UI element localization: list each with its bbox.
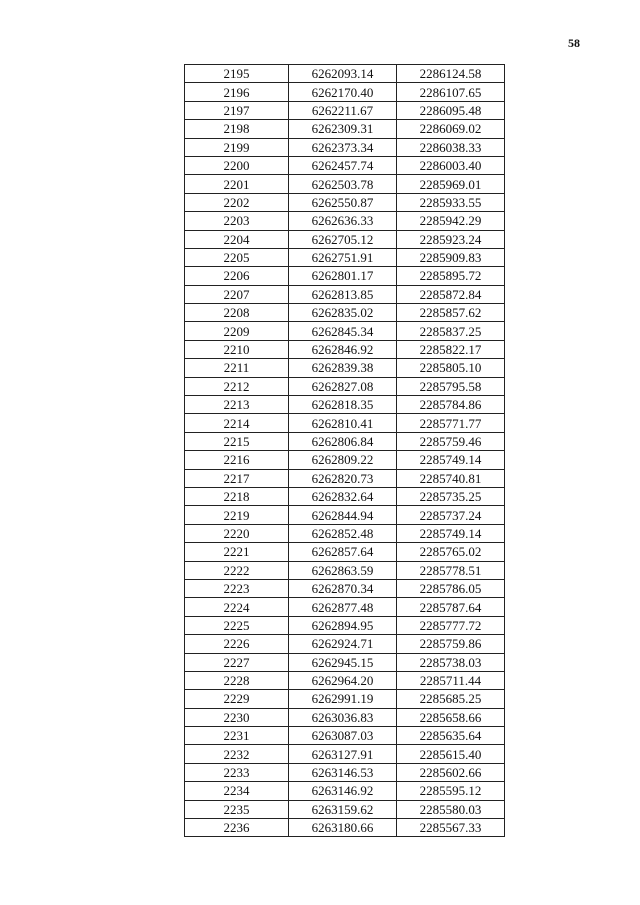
point-number-cell: 2230 xyxy=(185,708,289,726)
table-row xyxy=(185,396,505,414)
x-coordinate-cell: 6263180.66 xyxy=(289,819,397,837)
point-number-cell: 2204 xyxy=(185,230,289,248)
table-row xyxy=(185,819,505,837)
y-coordinate-cell: 2285771.77 xyxy=(397,414,505,432)
coordinates-table-body xyxy=(185,65,505,837)
y-coordinate-cell: 2286003.40 xyxy=(397,156,505,174)
y-coordinate-cell: 2285895.72 xyxy=(397,267,505,285)
table-row xyxy=(185,451,505,469)
x-coordinate-cell: 6262839.38 xyxy=(289,359,397,377)
y-coordinate-cell: 2285685.25 xyxy=(397,690,505,708)
table-row xyxy=(185,690,505,708)
x-coordinate-cell: 6262818.35 xyxy=(289,396,397,414)
x-coordinate-cell: 6262964.20 xyxy=(289,671,397,689)
x-coordinate-cell: 6262945.15 xyxy=(289,653,397,671)
point-number-cell: 2211 xyxy=(185,359,289,377)
point-number-cell: 2208 xyxy=(185,304,289,322)
y-coordinate-cell: 2285735.25 xyxy=(397,487,505,505)
table-row xyxy=(185,579,505,597)
point-number-cell: 2201 xyxy=(185,175,289,193)
x-coordinate-cell: 6263036.83 xyxy=(289,708,397,726)
x-coordinate-cell: 6263146.92 xyxy=(289,782,397,800)
x-coordinate-cell: 6262457.74 xyxy=(289,156,397,174)
point-number-cell: 2224 xyxy=(185,598,289,616)
x-coordinate-cell: 6263146.53 xyxy=(289,763,397,781)
table-row xyxy=(185,598,505,616)
x-coordinate-cell: 6262503.78 xyxy=(289,175,397,193)
x-coordinate-cell: 6262813.85 xyxy=(289,285,397,303)
point-number-cell: 2195 xyxy=(185,65,289,83)
point-number-cell: 2205 xyxy=(185,248,289,266)
table-row xyxy=(185,543,505,561)
point-number-cell: 2196 xyxy=(185,83,289,101)
table-row xyxy=(185,212,505,230)
table-row xyxy=(185,138,505,156)
y-coordinate-cell: 2286038.33 xyxy=(397,138,505,156)
x-coordinate-cell: 6262820.73 xyxy=(289,469,397,487)
x-coordinate-cell: 6263159.62 xyxy=(289,800,397,818)
y-coordinate-cell: 2285711.44 xyxy=(397,671,505,689)
x-coordinate-cell: 6262809.22 xyxy=(289,451,397,469)
table-row xyxy=(185,175,505,193)
x-coordinate-cell: 6262857.64 xyxy=(289,543,397,561)
x-coordinate-cell: 6262844.94 xyxy=(289,506,397,524)
point-number-cell: 2227 xyxy=(185,653,289,671)
x-coordinate-cell: 6262170.40 xyxy=(289,83,397,101)
y-coordinate-cell: 2285778.51 xyxy=(397,561,505,579)
table-row xyxy=(185,230,505,248)
point-number-cell: 2217 xyxy=(185,469,289,487)
x-coordinate-cell: 6262550.87 xyxy=(289,193,397,211)
table-row xyxy=(185,745,505,763)
x-coordinate-cell: 6262924.71 xyxy=(289,635,397,653)
table-row xyxy=(185,248,505,266)
page-number: 58 xyxy=(568,36,580,50)
y-coordinate-cell: 2286069.02 xyxy=(397,120,505,138)
point-number-cell: 2215 xyxy=(185,432,289,450)
x-coordinate-cell: 6262751.91 xyxy=(289,248,397,266)
y-coordinate-cell: 2285567.33 xyxy=(397,819,505,837)
point-number-cell: 2236 xyxy=(185,819,289,837)
y-coordinate-cell: 2285759.46 xyxy=(397,432,505,450)
x-coordinate-cell: 6262894.95 xyxy=(289,616,397,634)
table-row xyxy=(185,65,505,83)
x-coordinate-cell: 6262705.12 xyxy=(289,230,397,248)
table-row xyxy=(185,120,505,138)
x-coordinate-cell: 6262835.02 xyxy=(289,304,397,322)
table-row xyxy=(185,432,505,450)
point-number-cell: 2229 xyxy=(185,690,289,708)
y-coordinate-cell: 2285759.86 xyxy=(397,635,505,653)
table-row xyxy=(185,359,505,377)
y-coordinate-cell: 2285737.24 xyxy=(397,506,505,524)
y-coordinate-cell: 2285749.14 xyxy=(397,524,505,542)
table-row xyxy=(185,156,505,174)
point-number-cell: 2226 xyxy=(185,635,289,653)
point-number-cell: 2228 xyxy=(185,671,289,689)
point-number-cell: 2219 xyxy=(185,506,289,524)
table-row xyxy=(185,193,505,211)
point-number-cell: 2233 xyxy=(185,763,289,781)
table-row xyxy=(185,267,505,285)
y-coordinate-cell: 2285749.14 xyxy=(397,451,505,469)
x-coordinate-cell: 6262870.34 xyxy=(289,579,397,597)
point-number-cell: 2220 xyxy=(185,524,289,542)
point-number-cell: 2221 xyxy=(185,543,289,561)
point-number-cell: 2216 xyxy=(185,451,289,469)
y-coordinate-cell: 2285765.02 xyxy=(397,543,505,561)
table-row xyxy=(185,635,505,653)
x-coordinate-cell: 6262636.33 xyxy=(289,212,397,230)
point-number-cell: 2197 xyxy=(185,101,289,119)
point-number-cell: 2207 xyxy=(185,285,289,303)
point-number-cell: 2225 xyxy=(185,616,289,634)
x-coordinate-cell: 6263087.03 xyxy=(289,727,397,745)
point-number-cell: 2203 xyxy=(185,212,289,230)
y-coordinate-cell: 2285805.10 xyxy=(397,359,505,377)
point-number-cell: 2199 xyxy=(185,138,289,156)
table-row xyxy=(185,414,505,432)
y-coordinate-cell: 2286107.65 xyxy=(397,83,505,101)
y-coordinate-cell: 2285909.83 xyxy=(397,248,505,266)
point-number-cell: 2202 xyxy=(185,193,289,211)
table-row xyxy=(185,616,505,634)
table-row xyxy=(185,487,505,505)
y-coordinate-cell: 2285615.40 xyxy=(397,745,505,763)
y-coordinate-cell: 2285942.29 xyxy=(397,212,505,230)
y-coordinate-cell: 2285933.55 xyxy=(397,193,505,211)
y-coordinate-cell: 2285784.86 xyxy=(397,396,505,414)
point-number-cell: 2235 xyxy=(185,800,289,818)
y-coordinate-cell: 2285602.66 xyxy=(397,763,505,781)
x-coordinate-cell: 6262846.92 xyxy=(289,340,397,358)
table-row xyxy=(185,653,505,671)
point-number-cell: 2218 xyxy=(185,487,289,505)
y-coordinate-cell: 2285969.01 xyxy=(397,175,505,193)
y-coordinate-cell: 2285857.62 xyxy=(397,304,505,322)
x-coordinate-cell: 6262801.17 xyxy=(289,267,397,285)
x-coordinate-cell: 6262877.48 xyxy=(289,598,397,616)
point-number-cell: 2231 xyxy=(185,727,289,745)
x-coordinate-cell: 6262827.08 xyxy=(289,377,397,395)
y-coordinate-cell: 2285580.03 xyxy=(397,800,505,818)
y-coordinate-cell: 2285738.03 xyxy=(397,653,505,671)
y-coordinate-cell: 2285872.84 xyxy=(397,285,505,303)
x-coordinate-cell: 6262093.14 xyxy=(289,65,397,83)
table-row xyxy=(185,727,505,745)
point-number-cell: 2223 xyxy=(185,579,289,597)
y-coordinate-cell: 2285795.58 xyxy=(397,377,505,395)
x-coordinate-cell: 6262806.84 xyxy=(289,432,397,450)
y-coordinate-cell: 2285787.64 xyxy=(397,598,505,616)
y-coordinate-cell: 2285635.64 xyxy=(397,727,505,745)
x-coordinate-cell: 6262211.67 xyxy=(289,101,397,119)
x-coordinate-cell: 6263127.91 xyxy=(289,745,397,763)
table-row xyxy=(185,469,505,487)
y-coordinate-cell: 2285822.17 xyxy=(397,340,505,358)
point-number-cell: 2206 xyxy=(185,267,289,285)
table-row xyxy=(185,304,505,322)
table-row xyxy=(185,782,505,800)
y-coordinate-cell: 2285777.72 xyxy=(397,616,505,634)
point-number-cell: 2222 xyxy=(185,561,289,579)
point-number-cell: 2214 xyxy=(185,414,289,432)
x-coordinate-cell: 6262373.34 xyxy=(289,138,397,156)
table-row xyxy=(185,708,505,726)
point-number-cell: 2198 xyxy=(185,120,289,138)
table-row xyxy=(185,524,505,542)
table-row xyxy=(185,800,505,818)
y-coordinate-cell: 2285595.12 xyxy=(397,782,505,800)
point-number-cell: 2210 xyxy=(185,340,289,358)
table-row xyxy=(185,322,505,340)
table-row xyxy=(185,561,505,579)
x-coordinate-cell: 6262863.59 xyxy=(289,561,397,579)
point-number-cell: 2232 xyxy=(185,745,289,763)
x-coordinate-cell: 6262832.64 xyxy=(289,487,397,505)
point-number-cell: 2234 xyxy=(185,782,289,800)
y-coordinate-cell: 2285740.81 xyxy=(397,469,505,487)
y-coordinate-cell: 2285837.25 xyxy=(397,322,505,340)
table-row xyxy=(185,377,505,395)
x-coordinate-cell: 6262845.34 xyxy=(289,322,397,340)
coordinates-table xyxy=(184,64,505,837)
point-number-cell: 2209 xyxy=(185,322,289,340)
table-row xyxy=(185,763,505,781)
table-row xyxy=(185,285,505,303)
table-row xyxy=(185,340,505,358)
point-number-cell: 2200 xyxy=(185,156,289,174)
x-coordinate-cell: 6262991.19 xyxy=(289,690,397,708)
y-coordinate-cell: 2285786.05 xyxy=(397,579,505,597)
table-row xyxy=(185,506,505,524)
y-coordinate-cell: 2286095.48 xyxy=(397,101,505,119)
point-number-cell: 2213 xyxy=(185,396,289,414)
y-coordinate-cell: 2285923.24 xyxy=(397,230,505,248)
table-row xyxy=(185,671,505,689)
x-coordinate-cell: 6262852.48 xyxy=(289,524,397,542)
table-row xyxy=(185,83,505,101)
y-coordinate-cell: 2286124.58 xyxy=(397,65,505,83)
point-number-cell: 2212 xyxy=(185,377,289,395)
x-coordinate-cell: 6262309.31 xyxy=(289,120,397,138)
table-row xyxy=(185,101,505,119)
y-coordinate-cell: 2285658.66 xyxy=(397,708,505,726)
x-coordinate-cell: 6262810.41 xyxy=(289,414,397,432)
